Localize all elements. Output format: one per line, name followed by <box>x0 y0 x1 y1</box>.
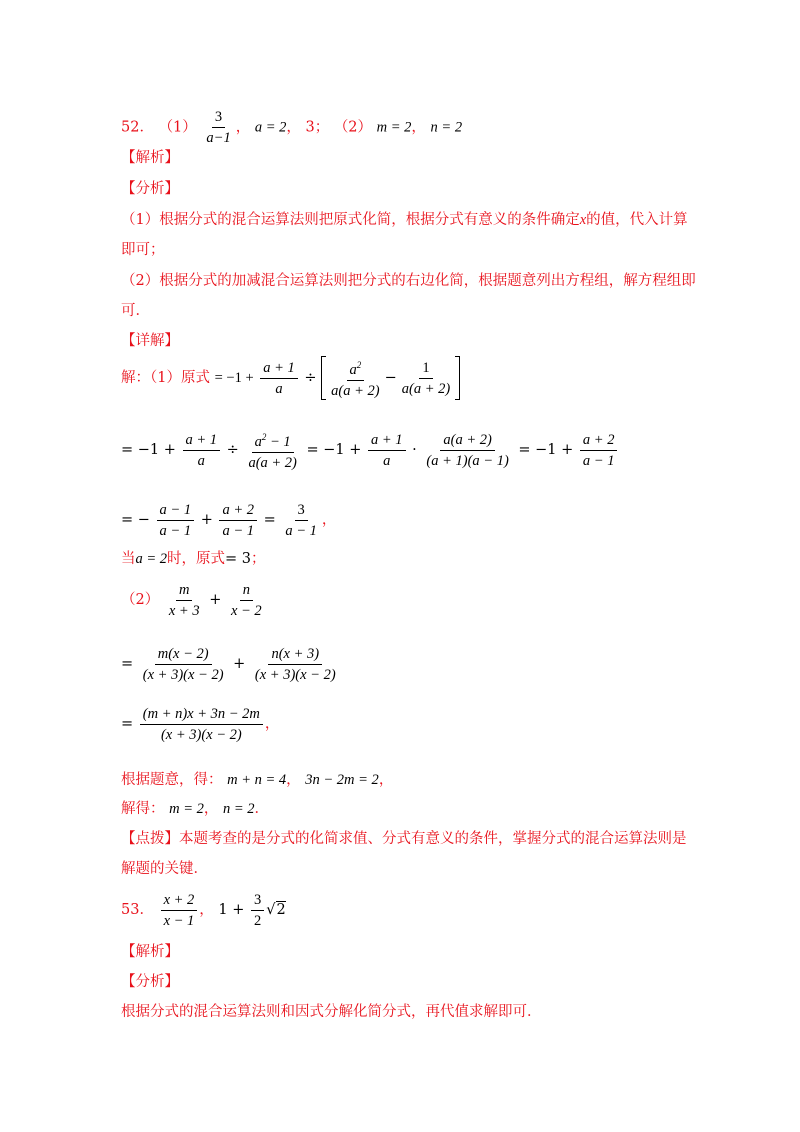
comma: ， <box>203 801 219 817</box>
q52-jiexi-heading: 【解析】 <box>121 150 179 166</box>
when-text: 当 <box>121 551 136 567</box>
q53-answer-fraction <box>161 891 198 930</box>
q52-analysis-2a: （2）根据分式的加减混合运算法则把分式的右边化简，根据题意列出方程组，解方程组即 <box>121 273 696 289</box>
part2-step-3: = $\frac{(m + n)x + 3n - 2m}{(x + 3)(x - 2)}$ ， <box>121 705 280 743</box>
comma: ， <box>286 119 301 136</box>
q52-analysis-1b: 即可； <box>121 242 165 258</box>
q53-analysis: 根据分式的混合运算法则和因式分解化简分式，再代值求解即可． <box>121 1004 542 1020</box>
comma: ， <box>411 119 426 136</box>
q52-part1-label: （1） <box>158 119 197 136</box>
fraction-numerator: 3 <box>251 891 264 911</box>
solve-text: 解得： <box>121 801 165 817</box>
according-text: 根据题意，得： <box>121 772 223 788</box>
q52-number: 52． <box>121 119 154 136</box>
comma: ， <box>286 772 301 788</box>
equation-1: m + n = 4 <box>227 772 287 788</box>
q52-dianbo-a: 【点拨】本题考查的是分式的化简求值、分式有意义的条件，掌握分式的混合运算法则是 <box>121 831 687 847</box>
q53-number: 53． <box>121 902 154 918</box>
analysis-text: （1）根据分式的混合运算法则把原式化简，根据分式有意义的条件确定 <box>121 212 580 228</box>
q52-analysis-2b: 可． <box>121 303 150 319</box>
result-text: 时，原式 <box>167 551 226 567</box>
part2-step-2: = $\frac{m(x - 2)}{(x + 3)(x - 2)}$ + $\frac{n(x + 3)}{(x + 3)(x - 2)}$ <box>121 645 336 683</box>
solution-result-line <box>121 799 269 819</box>
fraction-denominator: a−1 <box>206 130 231 146</box>
q52-fenxi-heading: 【分析】 <box>121 181 179 197</box>
result-value: = 3 <box>225 551 252 567</box>
q52-analysis-1a <box>121 210 688 230</box>
analysis-text: 的值，代入计算 <box>586 212 688 228</box>
solution-step-2: = −1 + $\frac{a + 1}{a}$ ÷ $\frac{a^2 - 1}{a(a + 2)}$ = −1 + $\frac{a + 1}{a}$ · $\frac{a(a + 2)}{(a + 1)(a - 1)}$ = −1 + $\frac{a + 2}{a - 1}$ <box>121 428 619 472</box>
answer2-prefix: 1 + <box>218 902 245 918</box>
condition: a = 2 <box>135 551 168 567</box>
fraction-numerator: 3 <box>212 108 225 128</box>
equation-2: 3n − 2m = 2 <box>305 772 379 788</box>
semicolon: ； <box>314 119 330 136</box>
q53-fenxi-heading: 【分析】 <box>121 974 179 990</box>
fraction-numerator: x + 2 <box>161 891 198 911</box>
part2-label: （2） <box>121 592 160 608</box>
solution-n: n = 2 <box>222 801 255 817</box>
comma: ， <box>264 716 280 732</box>
equation-setup-line <box>121 770 393 790</box>
comma: ， <box>378 772 394 788</box>
q52-part2-label: （2） <box>333 119 373 136</box>
comma: ， <box>235 119 251 136</box>
q52-m-value: m = 2 <box>376 119 412 136</box>
q52-xiangjie-heading: 【详解】 <box>121 333 179 349</box>
fraction-denominator: 2 <box>254 912 262 929</box>
semicolon: ； <box>251 551 266 567</box>
variable-x: x <box>579 212 587 228</box>
solution-step-1: 解：（1）原式 = −1 + $\frac{a + 1}{a}$ ÷ $\frac{a^2}{a(a + 2)}$ − $\frac{1}{a(a + 2)}$ <box>121 356 460 400</box>
q52-value-3: 3 <box>305 119 315 136</box>
q53-jiexi-heading: 【解析】 <box>121 944 179 960</box>
comma: ， <box>199 902 214 918</box>
q52-dianbo-b: 解题的关键． <box>121 861 208 877</box>
fraction-denominator: x − 1 <box>163 912 195 929</box>
part2-step-1: （2） $\frac{m}{x + 3}$ + $\frac{n}{x - 2}$ <box>121 581 262 619</box>
q52-n-value: n = 2 <box>430 119 463 136</box>
solution-intro: 解：（1）原式 <box>121 370 210 386</box>
q52-a-value: a = 2 <box>254 119 287 136</box>
solution-step-3: = − $\frac{a - 1}{a - 1}$ + $\frac{a + 2}{a - 1}$ = $\frac{3}{a - 1}$ ， <box>121 501 337 539</box>
period: ． <box>254 801 270 817</box>
radicand: 2 <box>276 902 286 918</box>
q52-answer-line <box>121 108 462 147</box>
substitution-line <box>121 549 266 569</box>
q53-answer-line: 53． $\frac{x + 2}{x - 1}$ ， 1 + $\frac{3}{2}$ √2 <box>121 891 286 929</box>
solution-m: m = 2 <box>169 801 204 817</box>
q52-answer1-fraction <box>203 108 233 147</box>
comma: ， <box>321 512 337 528</box>
